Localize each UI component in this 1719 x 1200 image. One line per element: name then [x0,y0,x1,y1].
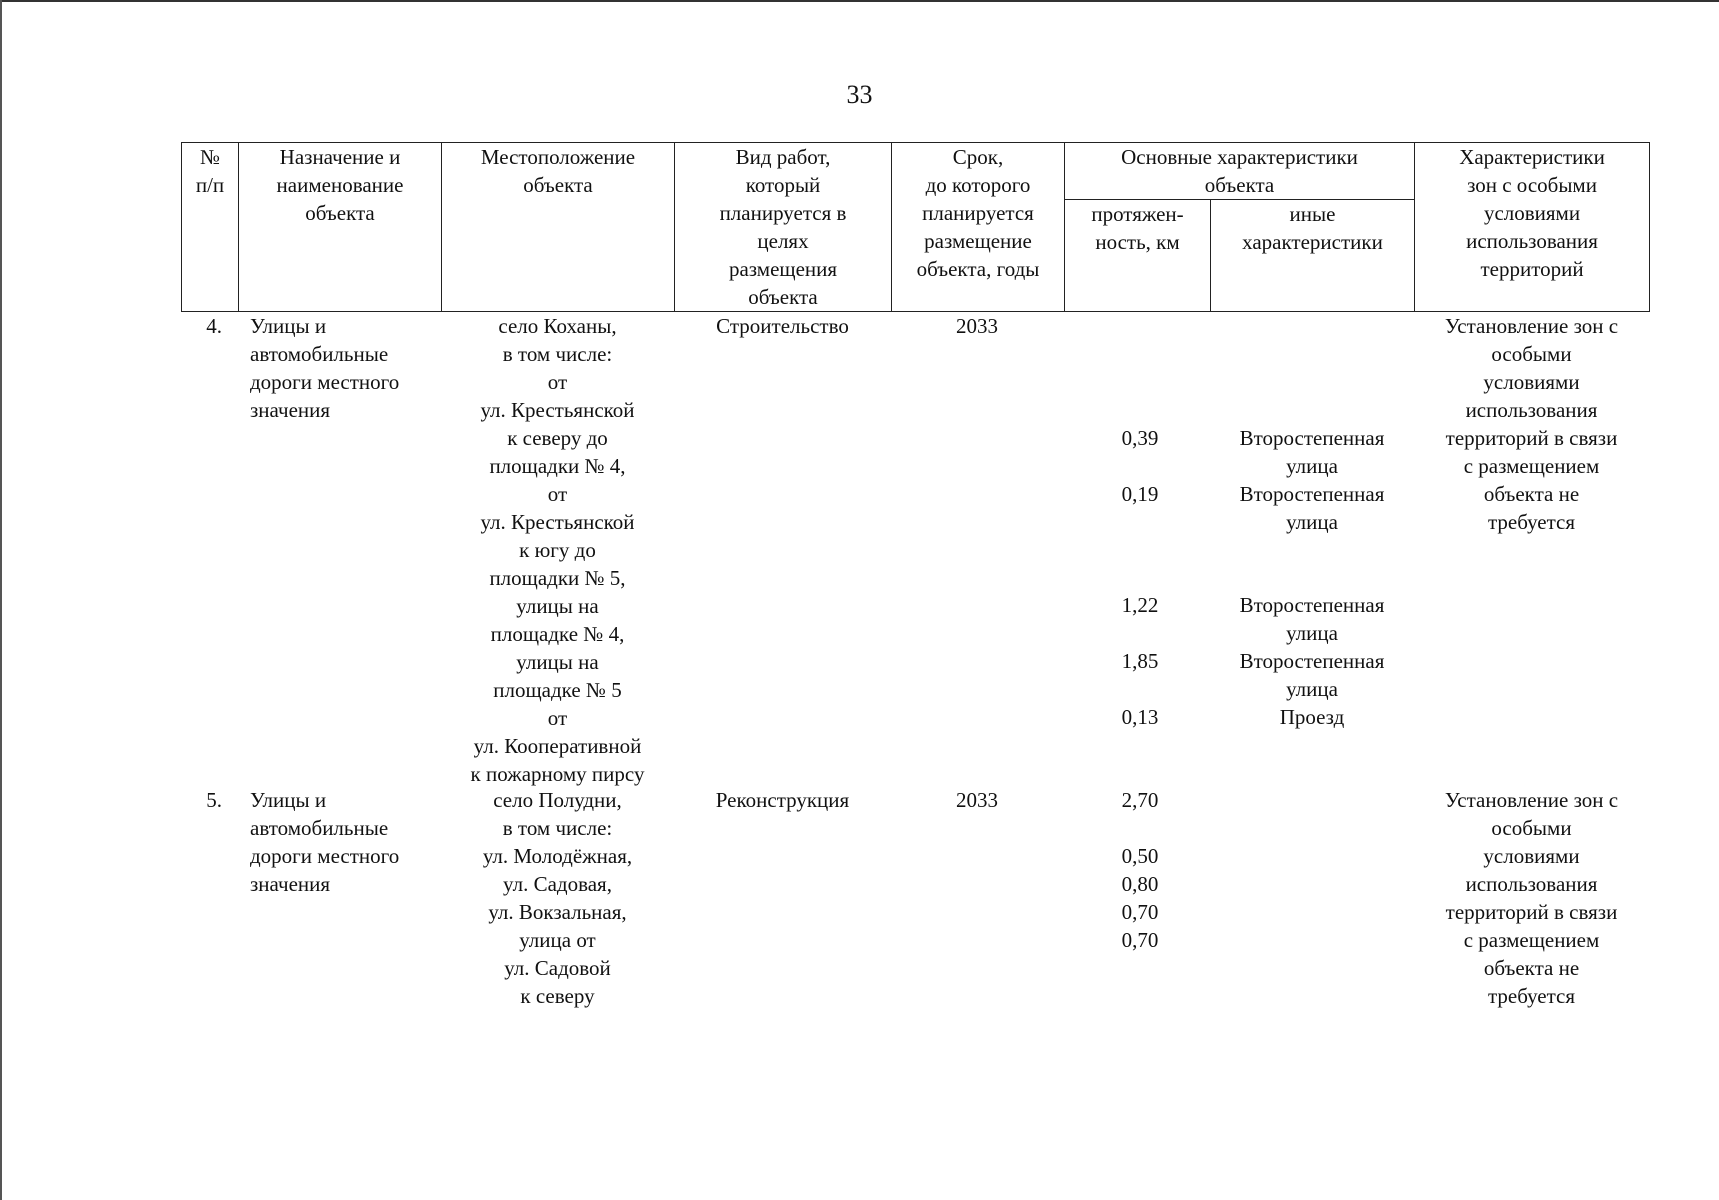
length-value: 1,22 [1121,593,1159,617]
zone-characteristics: Установление зон с особыми условиями использования территорий в связи с размещением объекта не требуется [1444,314,1619,534]
length-value: 0,13 [1121,705,1159,729]
other-characteristic: Второстепенная улица [1239,649,1385,701]
header-name: Назначение и наименование объекта [239,143,442,312]
object-location: село Полудни, в том числе: ул. Молодёжная, ул. Садовая, ул. Вокзальная, улица от ул. Садовой к северу [482,788,633,1008]
object-location: село Коханы, в том числе: от ул. Крестьянской к северу до площадки № 4, от ул. Крестьянской к югу до площадки № 5, улицы на площадке № 4, улицы на площадке № 5 от ул. Кооперативной к пожарному пирсу [470,314,645,786]
length-value: 0,80 [1121,872,1159,896]
page-number: 33 [846,80,873,109]
header-main-characteristics: Основные характеристики объекта [1065,143,1415,200]
length-value: 1,85 [1121,649,1159,673]
length-value: 0,39 [1121,426,1159,450]
header-num: № п/п [182,143,239,312]
header-location: Местоположение объекта [442,143,675,312]
table-header [181,142,1650,312]
zone-characteristics: Установление зон с особыми условиями использования территорий в связи с размещением объекта не требуется [1444,788,1619,1008]
other-characteristic: Второстепенная улица [1239,482,1385,534]
other-characteristic: Проезд [1279,705,1345,729]
term-year: 2033 [956,788,998,812]
header-other: иные характеристики [1211,200,1415,312]
header-work: Вид работ, который планируется в целях размещения объекта [675,143,892,312]
other-characteristic: Второстепенная улица [1239,426,1385,478]
term-year: 2033 [956,314,998,338]
length-value: 2,70 [1121,788,1159,812]
length-value: 0,70 [1121,900,1159,924]
work-type: Реконструкция [715,788,850,812]
scan-edge-left [0,0,2,1200]
header-term: Срок, до которого планируется размещение объекта, годы [892,143,1065,312]
object-name: Улицы и автомобильные дороги местного значения [250,314,400,422]
row-number: 4. [206,314,222,338]
scan-edge-top [0,0,1719,2]
other-characteristic: Второстепенная улица [1239,593,1385,645]
length-value: 0,70 [1121,928,1159,952]
length-value: 0,19 [1121,482,1159,506]
header-length: протяжен- ность, км [1065,200,1211,312]
row-number: 5. [206,788,222,812]
object-name: Улицы и автомобильные дороги местного значения [250,788,400,896]
work-type: Строительство [716,314,849,338]
length-value: 0,50 [1121,844,1159,868]
header-zones: Характеристики зон с особыми условиями использования территорий [1415,143,1650,312]
